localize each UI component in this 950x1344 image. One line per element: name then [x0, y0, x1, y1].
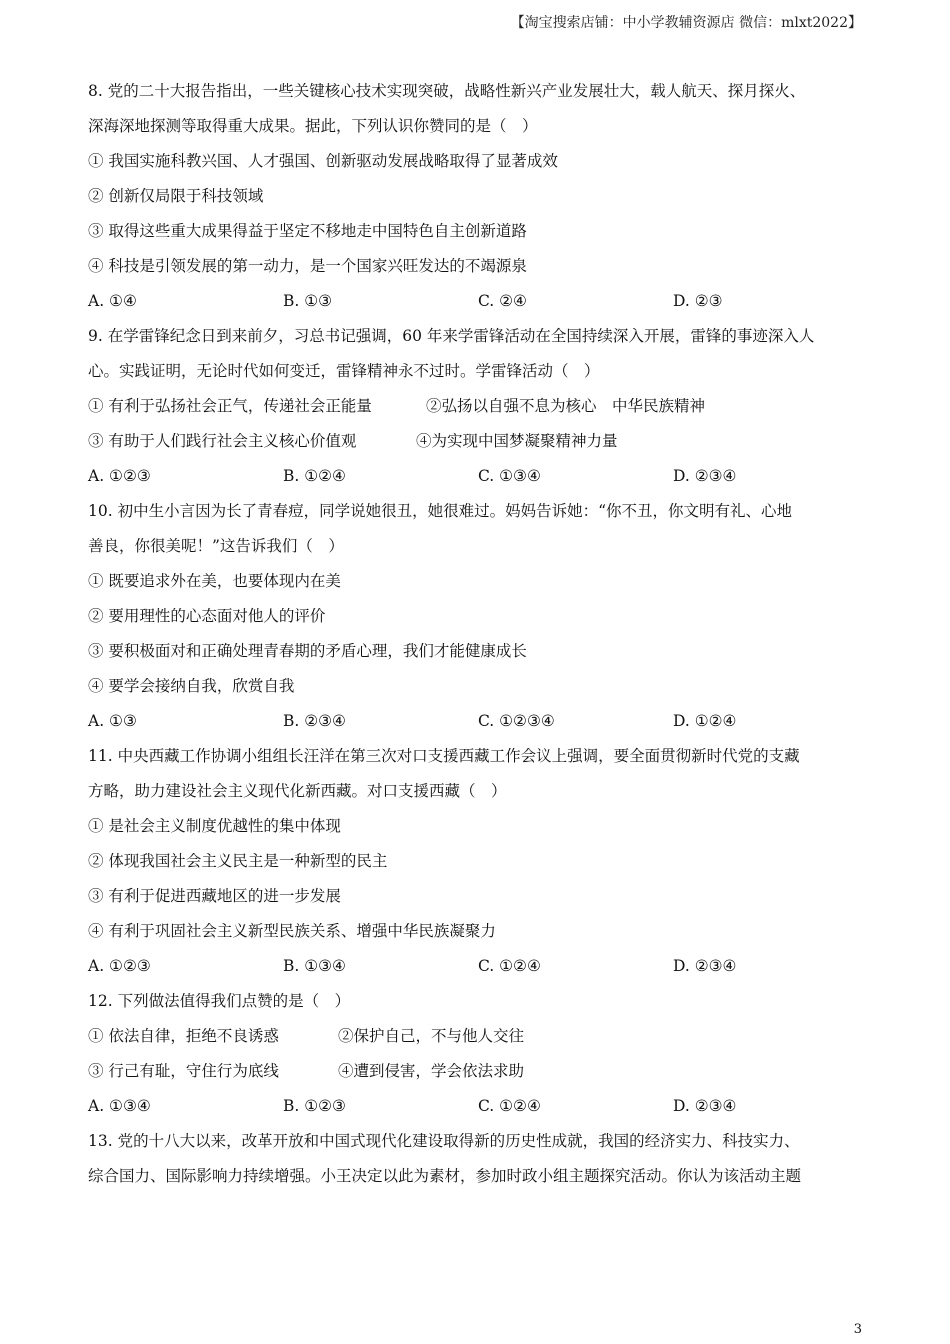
option-d: D. ①②④	[673, 712, 737, 730]
statement: ②保护自己，不与他人交往	[338, 1027, 525, 1045]
statement: ③ 取得这些重大成果得益于坚定不移地走中国特色自主创新道路	[88, 222, 527, 240]
statement: ① 既要追求外在美，也要体现内在美	[88, 572, 341, 590]
statement: ① 我国实施科教兴国、人才强国、创新驱动发展战略取得了显著成效	[88, 152, 558, 170]
statement-row	[88, 1023, 878, 1058]
question-9	[88, 323, 878, 498]
option-d: D. ②③④	[673, 1097, 737, 1115]
option-a: A. ①④	[88, 292, 137, 310]
statement-row	[88, 393, 878, 428]
option-d: D. ②③④	[673, 467, 737, 485]
option-d: D. ②③	[673, 292, 723, 310]
option-a: A. ①②③	[88, 957, 151, 975]
answer-options	[88, 1093, 878, 1128]
option-c: C. ①③④	[478, 467, 541, 485]
statement: ③ 有助于人们践行社会主义核心价值观	[88, 432, 357, 450]
statement: ① 是社会主义制度优越性的集中体现	[88, 817, 341, 835]
option-b: B. ①②③	[283, 1097, 346, 1115]
option-b: B. ①③④	[283, 957, 346, 975]
statement-row	[88, 428, 878, 463]
question-stem: 10. 初中生小言因为长了青春痘，同学说她很丑，她很难过。妈妈告诉她：“你不丑，你文明有礼、心地	[88, 502, 793, 520]
question-stem: 12. 下列做法值得我们点赞的是（ ）	[88, 992, 351, 1010]
option-c: C. ②④	[478, 292, 527, 310]
statement: ③ 有利于促进西藏地区的进一步发展	[88, 887, 341, 905]
option-b: B. ①③	[283, 292, 333, 310]
statement: ④ 要学会接纳自我，欣赏自我	[88, 677, 295, 695]
question-stem: 11. 中央西藏工作协调小组组长汪洋在第三次对口支援西藏工作会议上强调，要全面贯彻新时代党的支藏	[88, 747, 800, 765]
statement: ③ 行己有耻，守住行为底线	[88, 1062, 279, 1080]
option-c: C. ①②④	[478, 1097, 541, 1115]
answer-options	[88, 708, 878, 743]
option-c: C. ①②④	[478, 957, 541, 975]
question-stem: 深海深地探测等取得重大成果。据此，下列认识你赞同的是（ ）	[88, 117, 538, 135]
statement: ③ 要积极面对和正确处理青春期的矛盾心理，我们才能健康成长	[88, 642, 527, 660]
statement: ① 有利于弘扬社会正气，传递社会正能量	[88, 397, 372, 415]
option-d: D. ②③④	[673, 957, 737, 975]
question-13	[88, 1128, 878, 1198]
question-8	[88, 78, 878, 323]
question-stem: 综合国力、国际影响力持续增强。小王决定以此为素材，参加时政小组主题探究活动。你认为该活动主题	[88, 1167, 802, 1185]
question-stem: 9. 在学雷锋纪念日到来前夕，习总书记强调，60 年来学雷锋活动在全国持续深入开展，雷锋的事迹深入人	[88, 327, 815, 345]
statement: ④遭到侵害，学会依法求助	[338, 1062, 525, 1080]
question-10	[88, 498, 878, 743]
option-a: A. ①③④	[88, 1097, 151, 1115]
option-a: A. ①②③	[88, 467, 151, 485]
answer-options	[88, 953, 878, 988]
question-12	[88, 988, 878, 1128]
page-number: 3	[853, 1322, 862, 1337]
statement: ② 要用理性的心态面对他人的评价	[88, 607, 326, 625]
option-b: B. ②③④	[283, 712, 346, 730]
statement: ②弘扬以自强不息为核心 中华民族精神	[426, 397, 706, 415]
statement: ① 依法自律，拒绝不良诱惑	[88, 1027, 279, 1045]
statement: ④ 科技是引领发展的第一动力，是一个国家兴旺发达的不竭源泉	[88, 257, 527, 275]
question-list	[88, 78, 878, 1198]
question-stem: 方略，助力建设社会主义现代化新西藏。对口支援西藏（ ）	[88, 782, 507, 800]
option-c: C. ①②③④	[478, 712, 555, 730]
statement: ④ 有利于巩固社会主义新型民族关系、增强中华民族凝聚力	[88, 922, 496, 940]
question-stem: 善良，你很美呢！”这告诉我们（ ）	[88, 537, 344, 555]
question-stem: 心。实践证明，无论时代如何变迁，雷锋精神永不过时。学雷锋活动（ ）	[88, 362, 600, 380]
question-stem: 8. 党的二十大报告指出，一些关键核心技术实现突破，战略性新兴产业发展壮大，载人航天、探月探火、	[88, 82, 806, 100]
option-a: A. ①③	[88, 712, 137, 730]
question-stem: 13. 党的十八大以来，改革开放和中国式现代化建设取得新的历史性成就，我国的经济实力、科技实力、	[88, 1132, 800, 1150]
answer-options	[88, 288, 878, 323]
statement: ④为实现中国梦凝聚精神力量	[416, 432, 618, 450]
question-11	[88, 743, 878, 988]
statement: ② 体现我国社会主义民主是一种新型的民主	[88, 852, 388, 870]
answer-options	[88, 463, 878, 498]
statement-row	[88, 1058, 878, 1093]
statement: ② 创新仅局限于科技领域	[88, 187, 264, 205]
page-header: 【淘宝搜索店铺：中小学教辅资源店 微信：mlxt2022】	[510, 15, 862, 31]
option-b: B. ①②④	[283, 467, 346, 485]
